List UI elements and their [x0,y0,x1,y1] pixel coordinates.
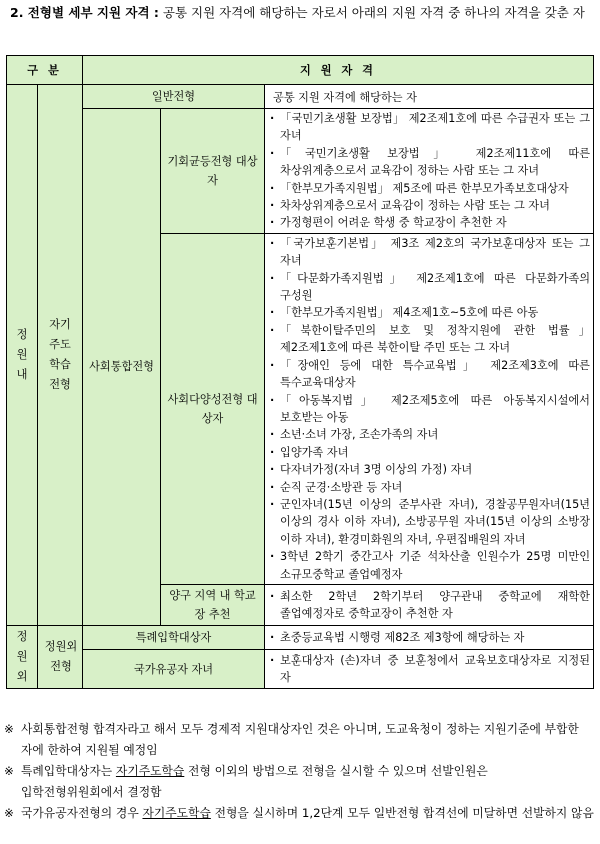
self-directed-label: 자기주도학습전형 [38,85,83,626]
social-diversity-label: 사회다양성전형 대상자 [161,233,265,584]
list-item: · 「북한이탈주민의 보호 및 정착지원에 관한 법률」 제2조제1호에 따른 북한이탈 주민 또는 그 자녀 [268,322,590,357]
list-item: · 「국민기초생활 보장법」 제2조제11호에 따른 차상위계층으로서 교육감이 정하는 사람 또는 그 자녀 [268,145,590,180]
social-diversity-items [265,233,594,584]
list-item: · 「한부모가족지원법」 제4조제1호~5호에 따른 아동 [268,304,590,321]
row-special [7,625,594,649]
table-header-row [7,56,594,85]
row-equal-opportunity [7,109,594,234]
list-item: · 순직 군경·소방관 등 자녀 [268,479,590,496]
list-item: · 다자녀가정(자녀 3명 이상의 가정) 자녀 [268,461,590,478]
list-item: · 「한부모가족지원법」 제5조에 따른 한부모가족보호대상자 [268,180,590,197]
header-qualification: 지 원 자 격 [83,56,594,85]
section-heading [10,3,590,23]
list-item: · 군인자녀(15년 이상의 준부사관 자녀), 경찰공무원자녀(15년 이상의 경사 이하 자녀), 소방공무원 자녀(15년 이상의 소방장 이하 자녀), 환경미화원의 자녀, 우편집배원의 자녀 [268,496,590,548]
yanggu-items [265,584,594,625]
merit-items [265,650,594,689]
note-3-underline: 자기주도학습 [142,806,211,820]
merit-list [268,652,590,687]
list-item: · 보훈대상자 (손)자녀 중 보훈청에서 교육보호대상자로 지정된 자 [268,652,590,687]
notes [4,719,594,824]
list-item: · 입양가족 자녀 [268,444,590,461]
equal-opportunity-label: 기회균등전형 대상자 [161,109,265,234]
note-3 [4,803,594,824]
special-items [265,625,594,649]
note-3-text-b: 전형을 실시하며 1,2단계 모두 일반전형 합격선에 미달하면 선발하지 않음 [210,806,594,820]
merit-label: 국가유공자 자녀 [83,650,265,689]
list-item: · 초중등교육법 시행령 제82조 제3항에 해당하는 자 [268,629,590,646]
list-item: · 「국민기초생활 보장법」 제2조제1호에 따른 수급권자 또는 그 자녀 [268,110,590,145]
list-item: · 최소한 2학년 2학기부터 양구관내 중학교에 재학한 졸업예정자로 중학교장이 추천한 자 [268,588,590,623]
list-item: · 3학년 2학기 중간고사 기준 석차산출 인원수가 25명 미만인 소규모중학교 졸업예정자 [268,548,590,583]
social-label: 사회통합전형 [83,109,161,626]
general-label: 일반전형 [83,85,265,109]
list-item: · 「아동복지법」 제2조제5호에 따른 아동복지시설에서 보호받는 아동 [268,392,590,427]
note-2-text-b: 전형 이외의 방법으로 전형을 실시할 수 있으며 선발인원은 입학전형위원회에서 결정함 [21,764,488,799]
equal-opportunity-items [265,109,594,234]
note-mark: ※ [4,722,14,736]
yanggu-label: 양구 지역 내 학교장 추천 [161,584,265,625]
list-item: · 「다문화가족지원법」 제2조제1호에 따른 다문화가족의 구성원 [268,270,590,305]
list-item: · 「장애인 등에 대한 특수교육법」 제2조제3호에 따른 특수교육대상자 [268,357,590,392]
out-quota-label: 정원외 [7,625,38,688]
list-item: · 가정형편이 어려운 학생 중 학교장이 추천한 자 [268,214,590,231]
header-category: 구 분 [7,56,83,85]
list-item: · 소년·소녀 가장, 조손가족의 자녀 [268,426,590,443]
note-mark: ※ [4,806,14,820]
in-quota-label: 정원내 [7,85,38,626]
note-2-underline: 자기주도학습 [115,764,185,778]
heading-text: 공통 지원 자격에 해당하는 자로서 아래의 지원 자격 중 하나의 자격을 갖춘 자 [158,5,585,20]
qualification-table [6,55,594,689]
note-2 [4,761,594,803]
equal-opportunity-list [268,110,590,232]
social-diversity-list [268,235,590,583]
note-2-text-a: 특례입학대상자는 [21,764,116,778]
yanggu-list [268,588,590,623]
row-merit [7,650,594,689]
list-item: · 「국가보훈기본법」 제3조 제2호의 국가보훈대상자 또는 그 자녀 [268,235,590,270]
note-1-text: 사회통합전형 합격자라고 해서 모두 경제적 지원대상자인 것은 아니며, 도교육청이 정하는 지원기준에 부합한 자에 한하여 지원될 예정임 [21,722,579,757]
out-quota-type-label: 정원외 전형 [38,625,83,688]
general-desc: 공통 지원 자격에 해당하는 자 [265,85,594,109]
note-mark: ※ [4,764,14,778]
heading-number: 2. 전형별 세부 지원 자격 : [10,5,159,20]
list-item: · 차차상위계층으로서 교육감이 정하는 사람 또는 그 자녀 [268,197,590,214]
note-1 [4,719,594,761]
row-general [7,85,594,109]
note-3-text-a: 국가유공자전형의 경우 [21,806,143,820]
special-label: 특례입학대상자 [83,625,265,649]
special-list [268,629,590,646]
